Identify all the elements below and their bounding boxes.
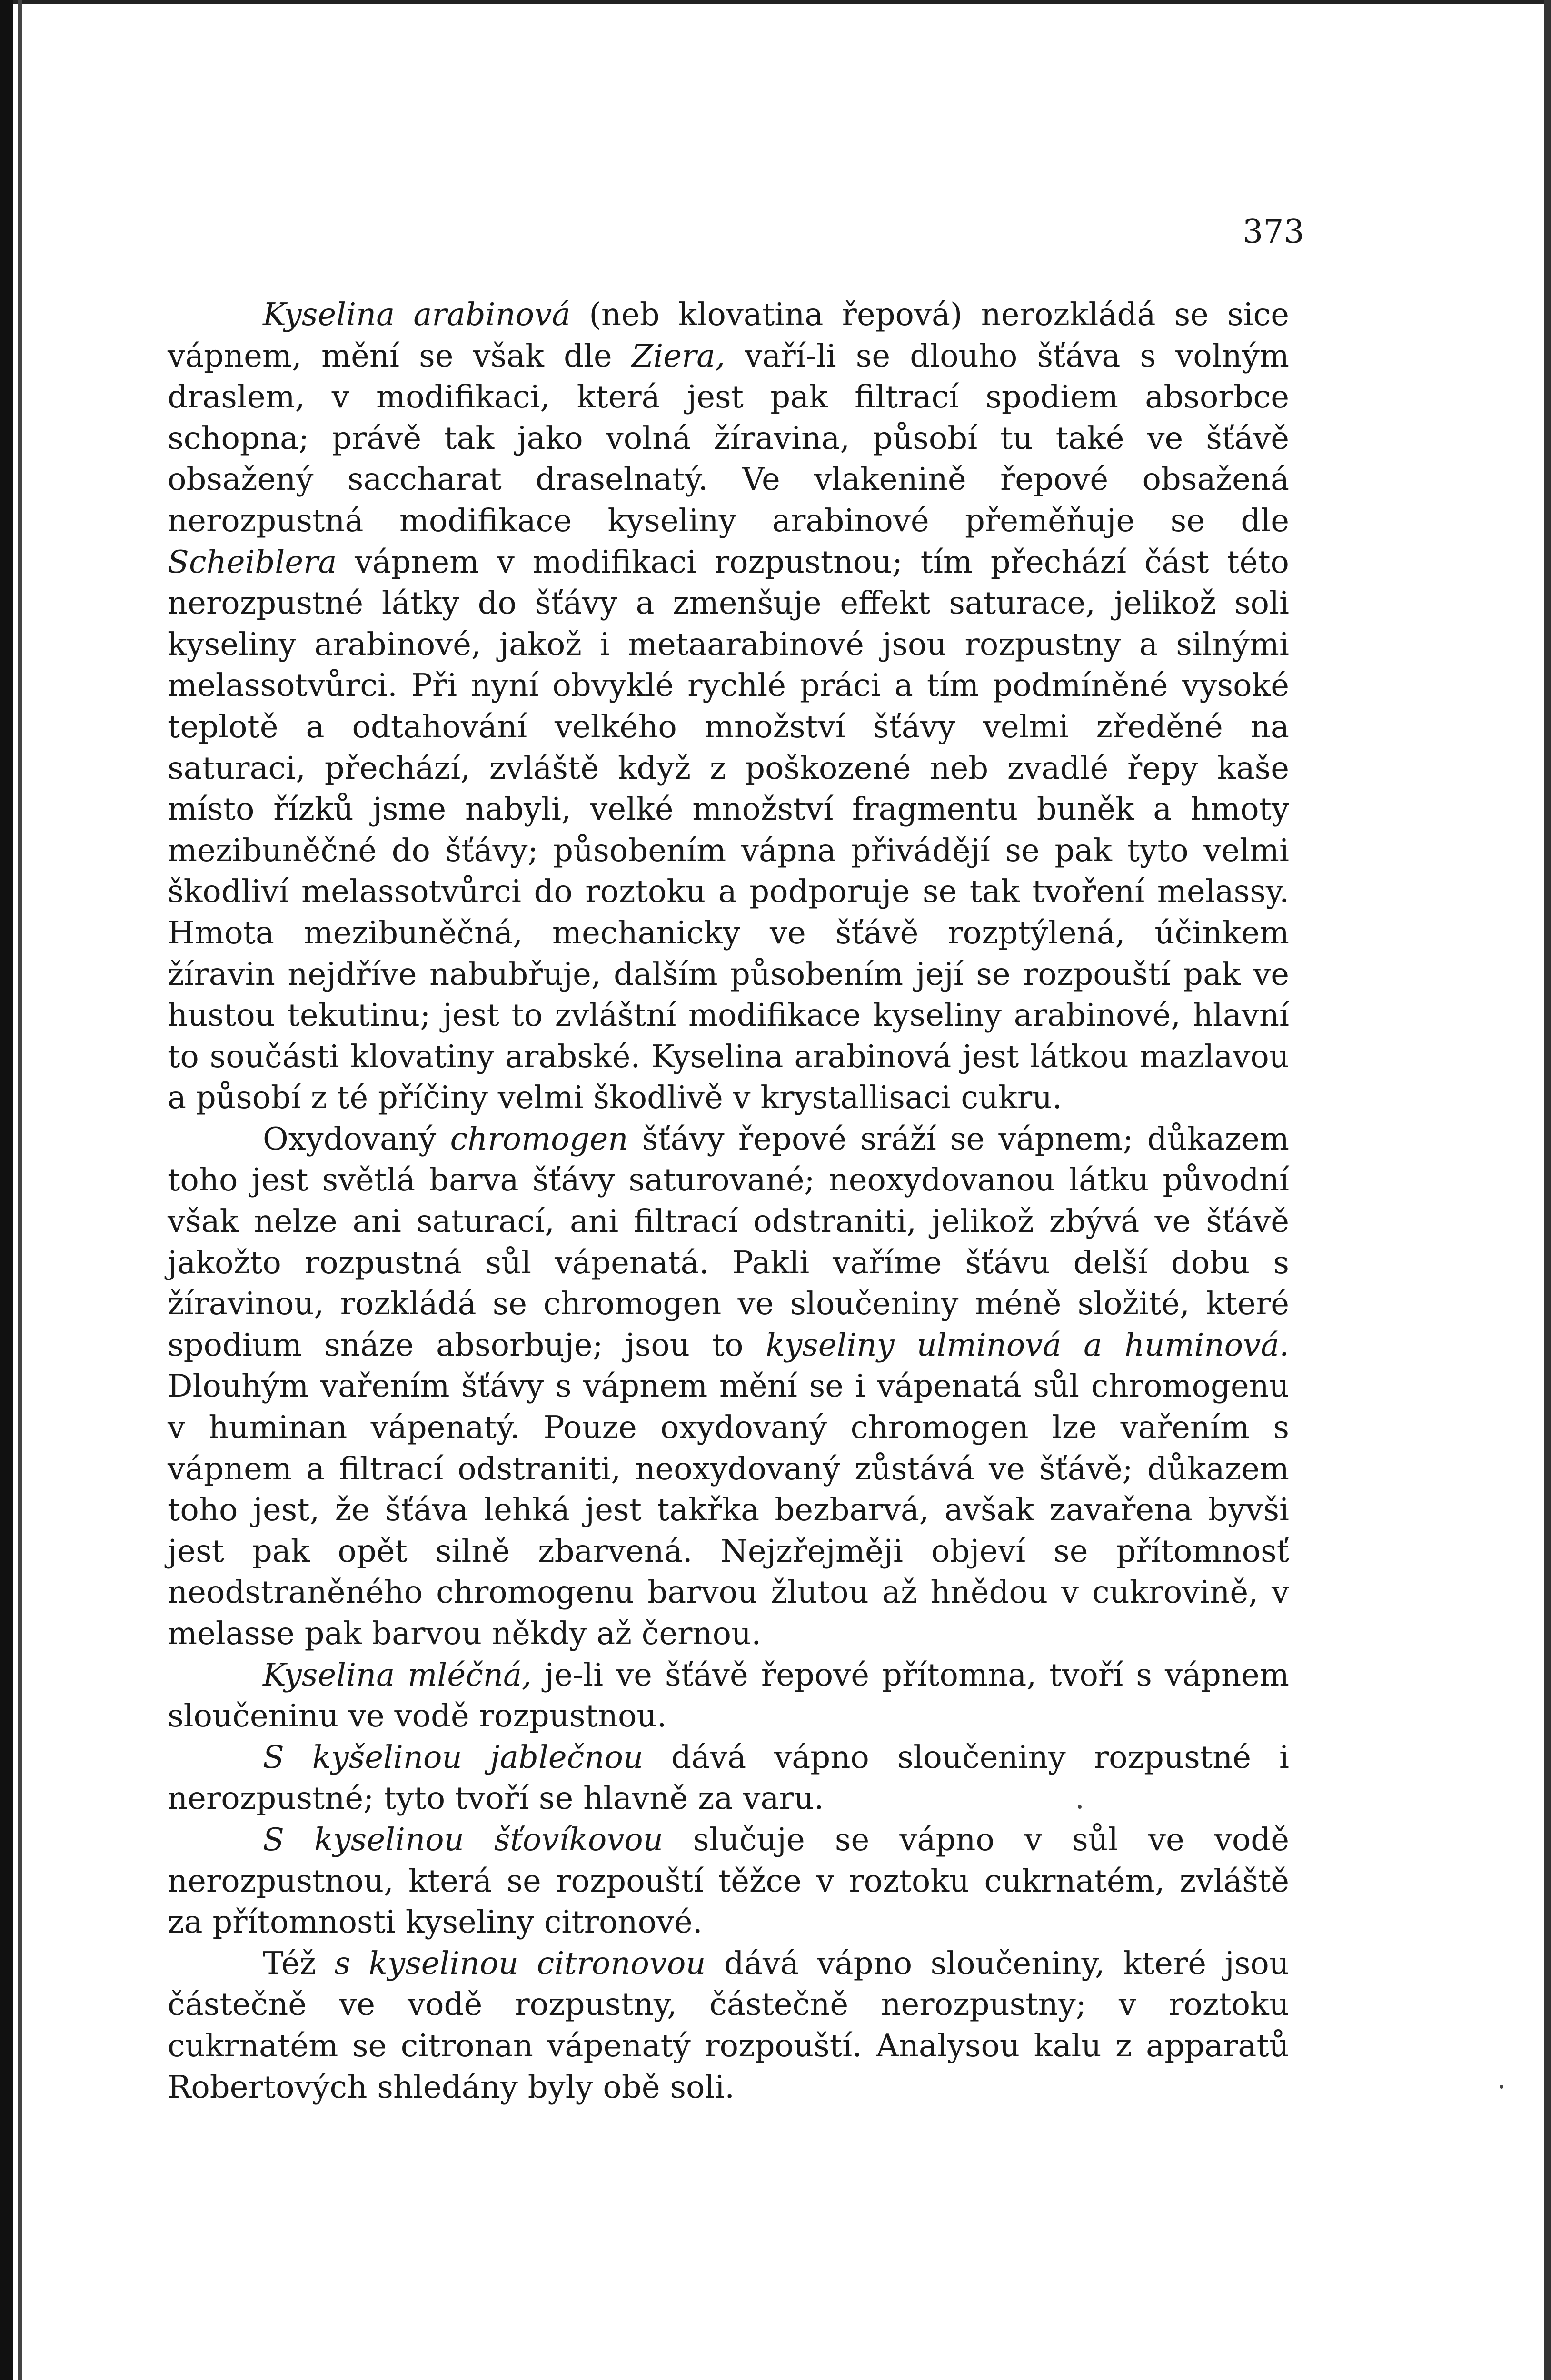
author-scheiblera: Scheiblera [168,544,337,580]
paragraph-arabinova: Kyselina arabinová (neb klovatina řepová) nerozkládá se sice vápnem, mění se však dle Ziera, vaří-li se dlouho šťáva s volným draslem, v modifikaci, která jest pak filtrací spodiem absorbce schopna; právě tak jako volná žíravina, působí tu také ve šťávě obsažený saccharat draselnatý. Ve vlakenině řepové obsažená nerozpustná modifikace kyseliny arabinové přeměňuje se dle Scheiblera vápnem v modifikaci rozpustnou; tím přechází část této nerozpustné látky do šťávy a zmenšuje effekt saturace, jelikož soli kyseliny arabinové, jakož i metaarabinové jsou rozpustny a silnými melassotvůrci. Při nyní obvyklé rychlé práci a tím podmíněné vysoké teplotě a odtahování velkého množství šťávy velmi zředěné na saturaci, přechází, zvláště když z poškozené neb zvadlé řepy kaše místo řízků jsme nabyli, velké množství fragmentu buněk a hmoty mezibuněčné do šťávy; působením vápna přivádějí se pak tyto velmi škodliví melassotvůrci do roztoku a podporuje se tak tvoření melassy. Hmota mezibuněčná, mechanicky ve šťávě rozptýlená, účinkem žíravin nejdříve nabubřuje, dalším působením její se rozpouští pak ve hustou tekutinu; jest to zvláštní modifikace kyseliny arabinové, hlavní to součásti klovatiny arabské. Kyselina arabinová jest látkou mazlavou a působí z té příčiny velmi škodlivě v krystallisaci cukru. [168,297,1289,1116]
scan-speck [1078,1805,1082,1809]
term-chromogen: chromogen [450,1121,628,1157]
term-kyselina-jablecna: S kyšelinou jablečnou [263,1739,644,1775]
scan-edge-left [0,0,13,2380]
paragraph-kyselina-citronova: Též s kyselinou citronovou dává vápno sloučeniny, které jsou částečně ve vodě rozpustny, částečně nerozpustny; v roztoku cukrnatém se citronan vápenatý rozpouští. Analysou kalu z apparatů Robertových shledány byly obě soli. [168,1945,1289,2105]
term-kyselina-arabinova: Kyselina arabinová [263,297,571,333]
scan-edge-top [0,0,1551,4]
term-kyselina-mlecna: Kyselina mléčná, [263,1656,532,1693]
term-kyselina-stovikova: S kyselinou šťovíkovou [263,1821,663,1858]
paragraph-kyselina-stovikova: S kyselinou šťovíkovou slučuje se vápno v sůl ve vodě nerozpustnou, která se rozpouští těžce v roztoku cukrnatém, zvláště za přítomnosti kyseliny citronové. [168,1821,1289,1941]
term-kyselina-citronova: s kyselinou citronovou [334,1945,706,1982]
paragraph-kyselina-jablecna: S kyšelinou jablečnou dává vápno sloučeniny rozpustné i nerozpustné; tyto tvoří se hlavně za varu. [168,1739,1289,1817]
scan-edge-left-inner [18,0,22,2380]
paragraph-chromogen: Oxydovaný chromogen šťávy řepové sráží se vápnem; důkazem toho jest světlá barva šťávy saturované; neoxydovanou látku původní však nelze ani saturací, ani filtrací odstraniti, jelikož zbývá ve šťávě jakožto rozpustná sůl vápenatá. Pakli vaříme šťávu delší dobu s žíravinou, rozkládá se chromogen ve sloučeniny méně složité, které spodium snáze absorbuje; jsou to kyseliny ulminová a huminová. Dlouhým vařením šťávy s vápnem mění se i vápenatá sůl chromogenu v huminan vápenatý. Pouze oxydovaný chromogen lze vařením s vápnem a filtrací odstraniti, neoxydovaný zůstává ve šťávě; důkazem toho jest, že šťáva lehká jest takřka bezbarvá, avšak zavařena byvši jest pak opět silně zbarvená. Nejzřejměji objeví se přítomnosť neodstraněného chromogenu barvou žlutou až hnědou v cukrovině, v melasse pak barvou někdy až černou. [168,1121,1289,1652]
author-ziera: Ziera, [631,337,726,374]
term-kyseliny-ulminova-huminova: kyseliny ulminová a huminová. [766,1327,1289,1363]
body-text [168,294,1289,2108]
scan-speck [1500,2085,1503,2089]
page-number: 373 [1243,213,1304,251]
scan-edge-right [1544,0,1551,2380]
paragraph-kyselina-mlecna: Kyselina mléčná, je-li ve šťávě řepové přítomna, tvoří s vápnem sloučeninu ve vodě rozpustnou. [168,1656,1290,1735]
